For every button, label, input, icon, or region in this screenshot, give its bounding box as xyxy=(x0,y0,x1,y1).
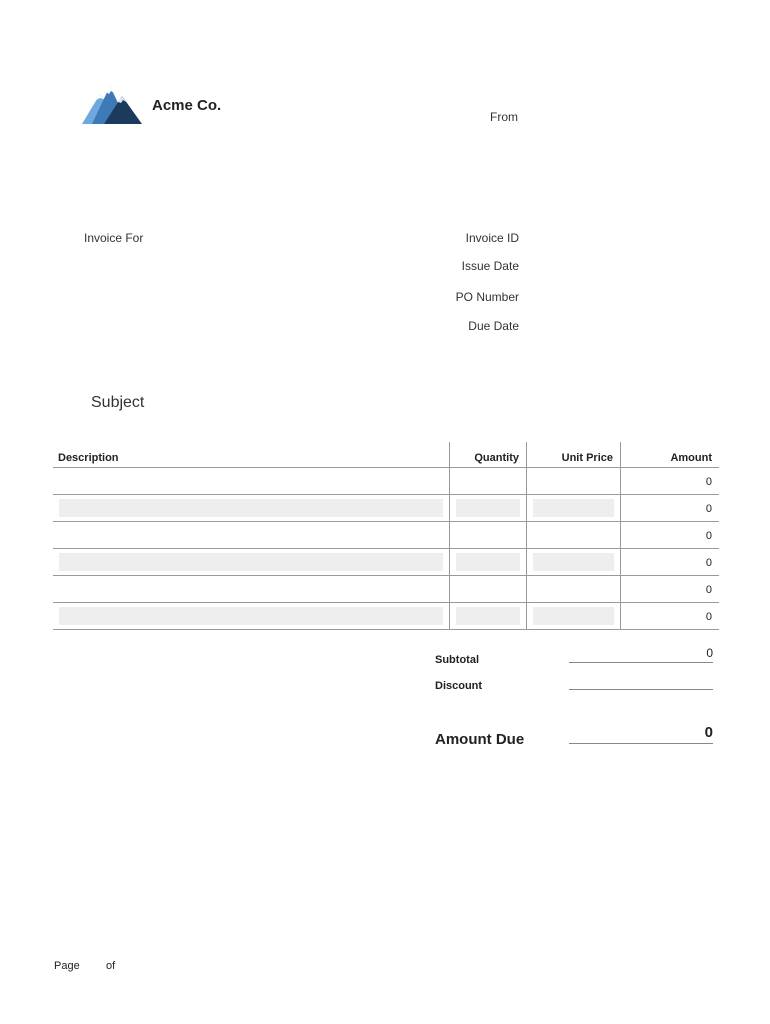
subtotal-underline xyxy=(569,662,713,663)
page-label: Page xyxy=(54,960,80,972)
table-header xyxy=(53,442,719,468)
from-label: From xyxy=(490,110,518,124)
unit-price-cell[interactable] xyxy=(526,495,620,521)
company-name: Acme Co. xyxy=(152,97,222,114)
po-number-label: PO Number xyxy=(455,290,519,304)
amount-cell[interactable]: 0 xyxy=(620,495,719,521)
of-label: of xyxy=(106,960,116,972)
amount-cell[interactable]: 0 xyxy=(620,603,719,629)
table-row xyxy=(53,576,719,603)
table-row xyxy=(53,495,719,522)
description-cell[interactable] xyxy=(53,495,449,521)
header-description: Description xyxy=(58,452,119,464)
description-cell[interactable] xyxy=(53,522,449,548)
quantity-cell[interactable] xyxy=(449,468,526,494)
description-cell[interactable] xyxy=(53,549,449,575)
invoice-for-label: Invoice For xyxy=(84,231,144,245)
mountain-logo-icon xyxy=(82,82,144,126)
issue-date-label: Issue Date xyxy=(461,259,519,273)
unit-price-cell[interactable] xyxy=(526,522,620,548)
quantity-cell[interactable] xyxy=(449,495,526,521)
amount-cell[interactable]: 0 xyxy=(620,549,719,575)
amount-due-label: Amount Due xyxy=(435,731,525,748)
header-quantity: Quantity xyxy=(449,442,526,467)
discount-underline xyxy=(569,689,713,690)
amount-cell[interactable]: 0 xyxy=(620,522,719,548)
table-row xyxy=(53,603,719,630)
amount-due-underline xyxy=(569,743,713,744)
quantity-cell[interactable] xyxy=(449,549,526,575)
description-cell[interactable] xyxy=(53,603,449,629)
table-row xyxy=(53,468,719,495)
quantity-cell[interactable] xyxy=(449,522,526,548)
header-unit-price: Unit Price xyxy=(526,442,620,467)
due-date-label: Due Date xyxy=(468,319,519,333)
description-cell[interactable] xyxy=(53,576,449,602)
subtotal-value[interactable]: 0 xyxy=(706,646,713,660)
amount-cell[interactable]: 0 xyxy=(620,468,719,494)
unit-price-cell[interactable] xyxy=(526,549,620,575)
table-row xyxy=(53,549,719,576)
quantity-cell[interactable] xyxy=(449,576,526,602)
invoice-id-label: Invoice ID xyxy=(465,231,519,245)
amount-due-value[interactable]: 0 xyxy=(704,724,713,741)
subtotal-label: Subtotal xyxy=(435,654,479,666)
unit-price-cell[interactable] xyxy=(526,468,620,494)
unit-price-cell[interactable] xyxy=(526,603,620,629)
discount-label: Discount xyxy=(435,680,483,692)
unit-price-cell[interactable] xyxy=(526,576,620,602)
amount-cell[interactable]: 0 xyxy=(620,576,719,602)
table-row xyxy=(53,522,719,549)
subject-label: Subject xyxy=(91,394,145,411)
description-cell[interactable] xyxy=(53,468,449,494)
line-items-table xyxy=(53,442,719,630)
quantity-cell[interactable] xyxy=(449,603,526,629)
header-amount: Amount xyxy=(620,442,719,467)
